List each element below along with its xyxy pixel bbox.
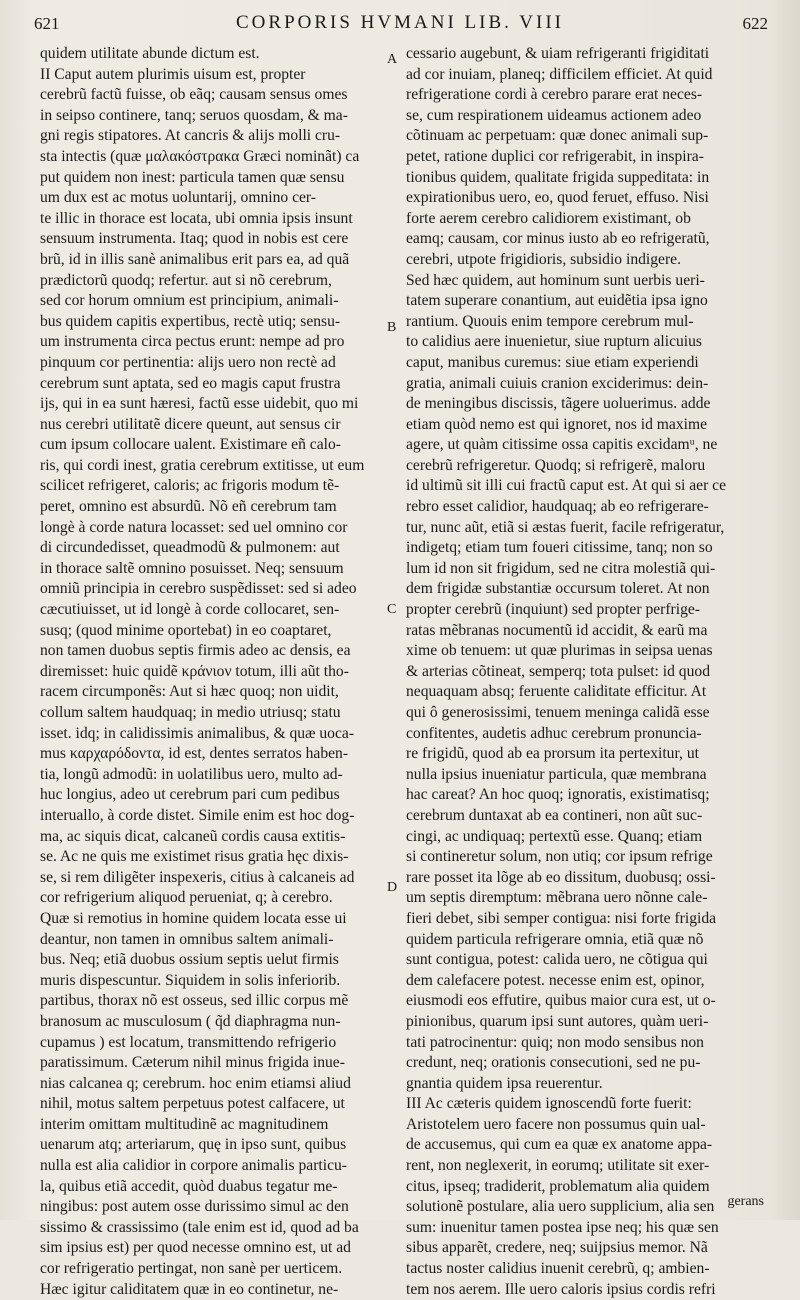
text-line: id ultimũ sit illi cui fractũ caput est. At qui si aer ce (406, 477, 727, 495)
text-line: gni regis stipatores. At cancris & alijs molli cru- (40, 127, 341, 145)
text-line: de accusemus, qui cum ea quæ ex anatome appa- (406, 1136, 713, 1154)
text-line: longè à corde natura locasset: sed uel omnino cor (40, 518, 348, 536)
margin-marker-d: D (387, 880, 398, 895)
text-line: si contineretur solum, non utiq; cor ipsum refrige (406, 848, 713, 866)
text-line: eiusmodi eos effutire, quibus maior cura est, ut o- (406, 992, 716, 1010)
folio-number-left: 621 (34, 14, 60, 33)
text-line: pinquum cor pertinentia: alijs uero non rectè ad (40, 353, 336, 371)
text-line: tem nos aerem. Ille uero caloris ipsius cordis refri (406, 1280, 716, 1298)
text-line: dem calefacere potest. necesse enim est, opinor, (406, 971, 705, 989)
text-line: tati patrocinentur: quiq; non modo sensibus non (406, 1033, 704, 1051)
text-line: se, si rem diligẽter inspexeris, citius à calcaneis ad (40, 868, 355, 886)
text-line: lum id non sit frigidum, sed ne citra molestiã qui- (406, 559, 716, 577)
text-line: nequaquam absq; feruente caliditate efficitur. At (406, 683, 707, 701)
text-line: Hæc igitur caliditatem quæ in eo continetur, ne- (40, 1280, 339, 1298)
text-line: tur, nunc aũt, etiã si æstas fuerit, facile refrigeratur, (406, 518, 725, 536)
text-line: confitentes, audetis adhuc cerebrum pronuncia- (406, 724, 702, 742)
text-line: cæcutiuisset, ut id longè à corde collocaret, sen- (40, 601, 340, 619)
text-line: nihil, motus saltem perpetuus potest calfacere, ut (40, 1095, 345, 1113)
text-line: propter cerebrũ (inquiunt) sed propter perfrige- (406, 601, 700, 619)
text-line: nus cerebri utilitatẽ dicere queunt, aut sensus cir (40, 415, 341, 433)
text-line: tactus noster calidius inuenit cerebrũ, q; ambien- (406, 1260, 710, 1278)
text-line: rare posset ita lõge ab eo dissitum, duobusq; ossi- (406, 868, 716, 886)
margin-marker-b: B (387, 320, 397, 335)
text-line: ad cor inuiam, planeq; difficilem efficiet. At quid (406, 65, 713, 83)
text-line: isset. idq; in calidissimis animalibus, & quæ uoca- (40, 724, 355, 742)
text-line: III Ac cæteris quidem ignoscendũ forte fuerit: (406, 1095, 692, 1113)
text-line: cor refrigerium aliquod perueniat, q; à cerebro. (40, 889, 333, 907)
text-line: petet, ratione duplici cor refrigerabit, in inspira- (406, 147, 704, 165)
text-line: de meningibus discissis, tãgere uoluerimus. adde (406, 395, 711, 413)
text-line: to calidius aere inuenietur, siue rupturn alicuius (406, 333, 702, 351)
text-line: in seipso continere, tanq; seruos quosdam, & ma- (40, 106, 348, 124)
text-line: cerebrum duntaxat ab ea contineri, non aũt suc- (406, 806, 703, 824)
text-line: sensuum instrumenta. Itaq; quod in nobis est cere (40, 230, 349, 248)
text-line: um septis diremptum: mẽbrana uero nõnne cale- (406, 889, 708, 907)
margin-marker-a: A (387, 52, 398, 67)
text-line: rantium. Quouis enim tempore cerebrum mul- (406, 312, 694, 330)
text-line: um dux est ac motus uoluntarij, omnino cer- (40, 189, 316, 207)
text-line: um instrumenta circa pectus erunt: nempe ad pro (40, 333, 345, 351)
text-line: put quidem non inest: particula tamen quæ sensu (40, 168, 345, 186)
text-line: te illic in thorace est locata, ubi omnia ipsis insunt (40, 209, 353, 227)
text-line: in thorace saltẽ omnino posuisset. Neq; sensuum (40, 559, 344, 577)
text-line: quidem utilitate abunde dictum est. (40, 45, 260, 62)
text-line: cessario augebunt, & uiam refrigeranti frigiditati (406, 45, 710, 62)
text-line: sim ipsius est) per quod necesse omnino est, ut ad (40, 1239, 351, 1257)
text-line: cerebri, utpote frigidioris, subsidio indigere. (406, 250, 681, 268)
text-line: II Caput autem plurimis uisum est, propter (40, 65, 306, 83)
text-line: ris, qui cordi inest, gratia cerebrum extitisse, ut eum (40, 456, 365, 474)
text-line: diremisset: huic quidẽ κράνιον totum, illi aũt tho- (40, 662, 349, 680)
text-line: prædictorũ quodq; refertur. aut si nõ cerebrum, (40, 271, 332, 289)
text-line: sum: inuenitur tamen postea ipse neq; his quæ sen (406, 1218, 719, 1236)
text-line: muris dispescuntur. Siquidem in solis inferiorib. (40, 971, 341, 989)
text-line: sta intectis (quæ μαλακόστρακα Græci nominãt) ca (40, 147, 360, 165)
text-column-left (40, 44, 385, 1298)
text-line: rent, non neglexerit, in eorumq; utilitate sit exer- (406, 1157, 710, 1175)
text-line: rebro esset calidior, haudquaq; ab eo refrigerare- (406, 498, 709, 516)
text-line: scilicet refrigeret, caloris; ac frigoris modum tẽ- (40, 477, 340, 495)
text-line: ratas mẽbranas nocumentũ id accidit, & earũ ma (406, 621, 708, 639)
page-header (0, 6, 800, 42)
text-line: mus καρχαρόδοντα, id est, dentes serratos haben- (40, 745, 349, 763)
text-line: cingi, ac undiquaq; pertextũ esse. Quanq; etiam (406, 827, 703, 845)
text-line: sissimo & crassissimo (tale enim est id, quod ad ba (40, 1218, 359, 1236)
margin-marker-c: C (387, 602, 397, 617)
text-line: ma, ac siquis dicat, calcaneũ cordis causa extitis- (40, 827, 346, 845)
text-line: nulla est alia calidior in corpore animalis particu- (40, 1157, 347, 1175)
text-line: sunt contigua, potest: calida uero, ne cõtigua qui (406, 951, 708, 969)
text-line: tionibus quidem, qualitate frigida suppeditata: in (406, 168, 710, 186)
text-line: caput, manibus curemus: siue etiam experiendi (406, 353, 699, 371)
text-line: bus. Neq; etiã duobus ossium septis uelut firmis (40, 951, 339, 969)
text-line: credunt, neq; orationis consecutioni, sed ne pu- (406, 1054, 701, 1072)
text-line: Quæ si remotius in homine quidem locata esse ui (40, 909, 347, 927)
text-line: gnantia quidem ipsa reuerentur. (406, 1074, 603, 1092)
text-line: sed cor horum omnium est principium, animali- (40, 292, 339, 310)
text-line: nulla ipsius inueniatur particula, quæ membrana (406, 765, 707, 783)
text-line: se, cum respirationem uideamus actionem adeo (406, 106, 702, 124)
text-line: partibus, thorax nõ est osseus, sed illic corpus mẽ (40, 992, 349, 1010)
folio-number-right: 622 (742, 14, 768, 33)
text-line: hac careat? An hoc quoq; ignoratis, existimatisq; (406, 786, 710, 804)
text-line: la, quibus etiã accedit, quòd duabus tegatur me- (40, 1177, 338, 1195)
text-line: indigetq; etiam tum foueri citissime, tanq; non so (406, 539, 713, 557)
text-line: branosum ac musculosum ( q̃d diaphragma nun- (40, 1012, 341, 1030)
text-line: non tamen duobus septis firmis adeo ac densis, ea (40, 642, 351, 660)
text-line: forte aerem cerebro calidiorem existimant, ob (406, 209, 691, 227)
text-line: bus quidem capitis expertibus, rectè utiq; sensu- (40, 312, 341, 330)
text-line: tatem superare conantium, aut euidẽtia ipsa igno (406, 292, 708, 310)
text-line: brũ, id in illis sanè animalibus erit pars ea, ad quã (40, 250, 350, 268)
text-line: interim omittam multitudinẽ ac magnitudinem (40, 1115, 329, 1133)
text-line: racem circumponẽs: Aut si hæc quoq; non uidit, (40, 683, 339, 701)
text-line: & arterias cõtineat, semperq; tota pulset: id quod (406, 662, 710, 680)
text-line: cum ipsum collocare ualent. Existimare eñ calo- (40, 436, 341, 454)
text-line: collum saltem haudquaq; in medio utriusq; statu (40, 704, 341, 721)
text-line: paratissimum. Cæterum nihil minus frigida inue- (40, 1054, 345, 1072)
text-line: quidem particula refrigerare omnia, etiã quæ nõ (406, 930, 704, 948)
text-line: Sed hæc quidem, aut hominum sunt uerbis ueri- (406, 271, 705, 289)
text-line: citus, ipseq; tradiderit, problematum alia quidem (406, 1177, 710, 1195)
text-line: cupamus ) est locatum, transmittendo refrigerio (40, 1033, 337, 1051)
text-line: susq; (quod minime oportebat) in eo coaptaret, (40, 621, 332, 639)
text-line: agere, ut quàm citissime ossa capitis excidamᵘ, ne (406, 436, 718, 454)
text-line: fieri debet, sibi semper contigua: nisi forte frigida (406, 909, 717, 927)
text-line: nias calcanea q; cerebrum. hoc enim etiamsi aliud (40, 1074, 351, 1092)
text-line: cerebrum sunt aptata, sed eo magis caput frustra (40, 374, 341, 392)
running-head: CORPORIS HVMANI LIB. VIII (236, 12, 564, 33)
text-line: xime ob tenuem: ut quæ plurimas in seipsa uenas (406, 642, 713, 660)
catchword: gerans (727, 1194, 764, 1209)
text-line: uenarum atq; arteriarum, quę in ipso sunt, quibus (40, 1136, 347, 1154)
text-line: qui ô generosissimi, tenuem meninga calidã esse (406, 704, 710, 721)
text-line: se. Ac ne quis me existimet risus gratia hęc dixis- (40, 848, 349, 866)
text-line: deantur, non tamen in omnibus saltem animali- (40, 930, 334, 948)
text-line: di circundedisset, queadmodũ & pulmonem: aut (40, 539, 340, 557)
text-line: cerebrũ factũ fuisse, ob eãq; causam sensus omes (40, 86, 348, 104)
text-line: cerebrũ refrigeretur. Quodq; si refrigerẽ, maloru (406, 456, 706, 474)
text-line: ningibus: post autem osse durissimo simul ac den (40, 1198, 349, 1216)
text-line: huc longius, adeo ut cerebrum pari cum pedibus (40, 786, 340, 804)
text-line: cõtinuam ac perpetuam: quæ donec animali sup- (406, 127, 709, 145)
text-line: omniũ principia in cerebro suspẽdisset: sed si adeo (40, 580, 357, 598)
text-line: peret, omnino est absurdũ. Nõ eñ cerebrum tam (40, 498, 337, 516)
text-line: expirationibus uero, eo, quod feruet, effuso. Nisi (406, 189, 709, 207)
text-line: refrigeratione cordi à cerebro parare erat neces- (406, 86, 703, 104)
text-line: interuallo, à corde distet. Simile enim est hoc dog- (40, 806, 355, 824)
text-line: etiam quòd nemo est qui ignoret, nos id maxime (406, 415, 707, 433)
text-line: eamq; causam, cor minus iusto ab eo refrigeratũ, (406, 230, 710, 248)
text-line: pinionibus, quarum ipsi sunt autores, quàm ueri- (406, 1012, 709, 1030)
text-line: solutionẽ postulare, alia uero supplicium, alia sen (406, 1198, 715, 1216)
text-line: cor refrigeratio pertingat, non sanè per uerticem. (40, 1260, 343, 1278)
text-line: gratia, animali cuiuis cranion exciderimus: dein- (406, 374, 709, 392)
text-line: Aristotelem uero facere non possumus quin ual- (406, 1115, 706, 1133)
text-line: dem frigidæ substantiæ occursum toleret. At non (406, 580, 710, 598)
text-line: sibus apparẽt, credere, neq; suijpsius memor. Nã (406, 1239, 708, 1257)
text-line: tia, longũ admodũ: in uolatilibus uero, multo ad- (40, 765, 343, 783)
text-line: re frigidũ, quod ab ea prorsum ita pertexitur, ut (406, 745, 699, 763)
text-line: ijs, qui in ea sunt hæresi, factũ esse uidebit, quo mi (40, 395, 359, 413)
